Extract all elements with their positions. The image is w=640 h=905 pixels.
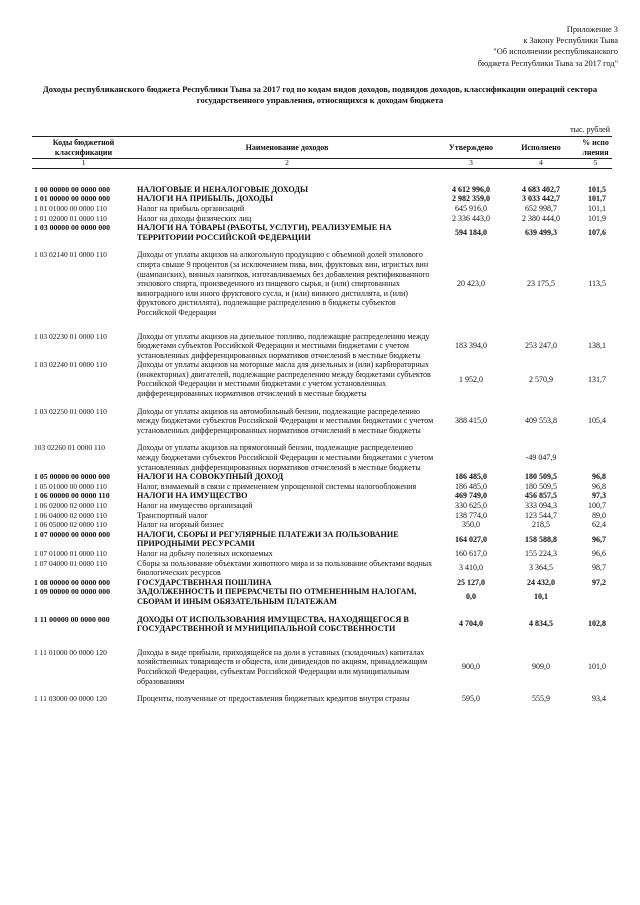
row-percent: 101,7 xyxy=(588,194,606,204)
row-name: Сборы за пользование объектами животного мира и за пользование объектами водных биологических ресурсов xyxy=(137,558,433,578)
row-name: НАЛОГОВЫЕ И НЕНАЛОГОВЫЕ ДОХОДЫ xyxy=(137,184,308,194)
row-executed: 639 499,3 xyxy=(525,227,557,237)
row-executed: 23 175,5 xyxy=(527,279,555,289)
row-executed: 158 588,8 xyxy=(525,534,557,544)
row-executed: 123 544,7 xyxy=(525,510,557,520)
row-name: Доходы от уплаты акцизов на алкогольную продукцию с объемной долей этилового спирта свыше 9 процентов (за исключением пива, вин, фруктовых вин, игристых вин (шампанских), винных напитков, изготавливаемых без добавления ректификованного этилового спирта, произведенного из пищевого сырья, и (или) спиртованных виноградного или иного фруктового сусла, и (или) винного дистиллята, и (или) фруктового дистиллята), подлежащие распределению в бюджеты субъектов Российской Федерации xyxy=(137,250,430,317)
row-executed: 4 834,5 xyxy=(529,619,553,629)
table-row xyxy=(32,559,612,578)
row-name: ЗАДОЛЖЕННОСТЬ И ПЕРЕРАСЧЕТЫ ПО ОТМЕНЕННЫМ НАЛОГАМ, СБОРАМ И ИНЫМ ОБЯЗАТЕЛЬНЫМ ПЛАТЕЖАМ xyxy=(137,587,417,606)
units-label: тыс. рублей xyxy=(570,125,610,134)
spacer-row xyxy=(32,168,612,185)
row-code: 1 11 01000 00 0000 120 xyxy=(34,647,107,657)
column-number-row xyxy=(32,159,612,169)
table-row xyxy=(32,204,612,214)
row-approved: 900,0 xyxy=(462,662,480,672)
document-title: Доходы республиканского бюджета Республики Тыва за 2017 год по кодам видов доходов, подвидов доходов, классификации операций сектора государственного управления, относящихся к доходам бюджета xyxy=(42,84,598,106)
row-executed: 2 570,9 xyxy=(529,374,553,384)
row-executed: -49 047,9 xyxy=(525,453,557,463)
table-row xyxy=(32,185,612,195)
row-code: 1 03 00000 00 0000 000 xyxy=(34,223,111,233)
table-row xyxy=(32,482,612,492)
row-approved: 595,0 xyxy=(462,694,480,704)
col-header-name: Наименование доходов xyxy=(135,137,439,159)
row-percent: 96,8 xyxy=(592,481,606,491)
row-percent: 113,5 xyxy=(588,279,606,289)
row-percent: 93,4 xyxy=(592,694,606,704)
col-number: 1 xyxy=(32,159,135,169)
row-approved: 350,0 xyxy=(462,520,480,530)
row-approved: 1 952,0 xyxy=(459,374,483,384)
row-name: НАЛОГИ НА ПРИБЫЛЬ, ДОХОДЫ xyxy=(137,194,273,204)
row-percent: 101,5 xyxy=(588,184,606,194)
table-row xyxy=(32,194,612,204)
row-executed: 155 224,3 xyxy=(525,548,557,558)
row-approved: 20 423,0 xyxy=(457,279,485,289)
row-executed: 218,5 xyxy=(532,520,550,530)
table-row xyxy=(32,686,612,704)
row-name: Доходы от уплаты акцизов на прямогонный бензин, подлежащие распределению между бюджетами субъектов Российской Федерации и местными бюджетами с учетом установленных дифференцированных нормативов отчислений в местные бюджеты xyxy=(137,443,434,472)
row-approved: 160 617,0 xyxy=(455,548,487,558)
table-row xyxy=(32,530,612,549)
row-executed: 253 247,0 xyxy=(525,341,557,351)
col-number: 3 xyxy=(439,159,503,169)
row-name: Налог на игорный бизнес xyxy=(137,520,224,530)
appendix-line: Приложение 3 xyxy=(566,25,618,34)
table-row xyxy=(32,318,612,361)
row-code: 1 06 05000 02 0000 110 xyxy=(34,520,107,530)
row-percent: 97,2 xyxy=(592,577,606,587)
col-number: 5 xyxy=(579,159,612,169)
row-executed: 456 857,5 xyxy=(525,491,557,501)
row-percent: 96,7 xyxy=(592,534,606,544)
row-executed: 180 509,5 xyxy=(525,472,557,482)
appendix-line: бюджета Республики Тыва за 2017 год" xyxy=(477,58,618,68)
row-executed: 652 998,7 xyxy=(525,203,557,213)
table-row xyxy=(32,491,612,501)
row-name: НАЛОГИ НА СОВОКУПНЫЙ ДОХОД xyxy=(137,472,284,482)
table-row xyxy=(32,607,612,634)
row-code: 1 11 03000 00 0000 120 xyxy=(34,694,107,704)
col-number: 4 xyxy=(503,159,579,169)
row-percent: 105,4 xyxy=(588,416,606,426)
table-row xyxy=(32,435,612,472)
row-code: 1 09 00000 00 0000 000 xyxy=(34,587,111,597)
row-percent: 102,8 xyxy=(588,619,606,629)
row-executed: 3 033 442,7 xyxy=(522,194,560,204)
row-executed: 555,9 xyxy=(532,694,550,704)
row-executed: 180 509,5 xyxy=(525,481,557,491)
col-header-percent: % исполнения xyxy=(579,137,612,159)
row-code: 1 07 04000 01 0000 110 xyxy=(34,558,107,568)
row-percent: 96,8 xyxy=(592,472,606,482)
appendix-line: "Об исполнении республиканского xyxy=(493,47,618,57)
row-code: 1 00 00000 00 0000 000 xyxy=(34,184,111,194)
row-name: Транспортный налог xyxy=(137,510,208,520)
row-percent xyxy=(579,435,612,472)
row-name: Налог на добычу полезных ископаемых xyxy=(137,548,273,558)
row-name: Налог на доходы физических лиц xyxy=(137,213,252,223)
row-code: 1 08 00000 00 0000 000 xyxy=(34,577,111,587)
row-percent: 97,3 xyxy=(592,491,606,501)
row-name: Доходы от уплаты акцизов на дизельное топливо, подлежащие распределению между бюджетами субъектов Российской Федерации и местными бюджетами с учетом установленных дифференцированных нормативов отчислений в местные бюджеты xyxy=(137,331,430,360)
appendix-line: к Закону Республики Тыва xyxy=(523,36,618,46)
row-percent: 101,1 xyxy=(588,203,606,213)
row-approved: 594 184,0 xyxy=(455,227,487,237)
row-name: НАЛОГИ НА ТОВАРЫ (РАБОТЫ, УСЛУГИ), РЕАЛИЗУЕМЫЕ НА ТЕРРИТОРИИ РОССИЙСКОЙ ФЕДЕРАЦИИ xyxy=(137,223,392,242)
row-executed: 4 683 402,7 xyxy=(522,184,560,194)
row-executed: 333 094,3 xyxy=(525,501,557,510)
col-header-approved: Утверждено xyxy=(439,137,503,159)
row-name: ГОСУДАРСТВЕННАЯ ПОШЛИНА xyxy=(137,577,272,587)
row-executed: 2 380 444,0 xyxy=(522,213,560,223)
row-executed: 909,0 xyxy=(532,662,550,672)
row-approved xyxy=(439,435,503,472)
row-percent: 107,6 xyxy=(588,227,606,237)
row-name: Проценты, полученные от предоставления бюджетных кредитов внутри страны xyxy=(137,694,410,704)
table-row xyxy=(32,520,612,530)
row-executed: 3 364,5 xyxy=(529,563,553,573)
row-percent: 101,0 xyxy=(588,662,606,672)
table-row xyxy=(32,214,612,224)
row-percent: 138,1 xyxy=(588,341,606,351)
table-row xyxy=(32,578,612,588)
row-approved: 186 485,0 xyxy=(455,481,487,491)
row-approved: 138 774,0 xyxy=(455,510,487,520)
table-row xyxy=(32,472,612,482)
row-code: 1 11 00000 00 0000 000 xyxy=(34,614,110,624)
table-row xyxy=(32,360,612,398)
table-row xyxy=(32,223,612,242)
row-name: НАЛОГИ НА ИМУЩЕСТВО xyxy=(137,491,248,501)
row-approved: 469 749,0 xyxy=(455,491,487,501)
table-row xyxy=(32,501,612,511)
row-code: 103 02260 01 0000 110 xyxy=(34,443,105,453)
row-code: 1 06 04000 02 0000 110 xyxy=(34,510,107,520)
row-percent: 62,4 xyxy=(592,520,606,530)
row-name: Доходы от уплаты акцизов на автомобильный бензин, подлежащие распределению между бюджетами субъектов Российской Федерации и местными бюджетами с учетом установленных дифференцированных нормативов отчислений в местные бюджеты xyxy=(137,406,434,435)
row-code: 1 05 00000 00 0000 000 xyxy=(34,472,111,482)
row-approved: 2 336 443,0 xyxy=(452,213,490,223)
table-row xyxy=(32,634,612,686)
row-percent: 96,6 xyxy=(592,548,606,558)
row-executed: 10,1 xyxy=(534,592,548,602)
row-percent: 98,7 xyxy=(592,563,606,573)
row-percent: 100,7 xyxy=(588,501,606,510)
row-percent: 131,7 xyxy=(588,374,606,384)
row-code: 1 07 01000 01 0000 110 xyxy=(34,548,107,558)
row-executed: 24 432,0 xyxy=(527,577,555,587)
appendix-note xyxy=(318,24,618,69)
table-row xyxy=(32,242,612,317)
table-row xyxy=(32,511,612,521)
row-approved: 183 394,0 xyxy=(455,341,487,351)
row-approved: 0,0 xyxy=(466,592,476,602)
row-name: Налог, взимаемый в связи с применением упрощенной системы налогообложения xyxy=(137,481,417,491)
row-code: 1 01 02000 01 0000 110 xyxy=(34,213,107,223)
row-code: 1 07 00000 00 0000 000 xyxy=(34,529,111,539)
col-header-executed: Исполнено xyxy=(503,137,579,159)
row-code: 1 03 02230 01 0000 110 xyxy=(34,331,107,341)
col-header-code: Коды бюджетной классификации xyxy=(32,137,135,159)
col-number: 2 xyxy=(135,159,439,169)
row-approved: 164 027,0 xyxy=(455,534,487,544)
row-name: Доходы в виде прибыли, приходящейся на доли в уставных (складочных) капиталах хозяйственных товариществ и обществ, или дивидендов по акциям, принадлежащим Российской Федерации, субъектам Российской Федерации или муниципальным образованиям xyxy=(137,647,428,686)
row-code: 1 03 02240 01 0000 110 xyxy=(34,360,107,370)
row-percent: 101,9 xyxy=(588,213,606,223)
row-code: 1 03 02250 01 0000 110 xyxy=(34,406,107,416)
table-row xyxy=(32,399,612,436)
table-row xyxy=(32,587,612,606)
revenue-table xyxy=(32,136,612,704)
row-name: Налог на прибыль организаций xyxy=(137,203,245,213)
row-approved: 186 485,0 xyxy=(455,472,487,482)
row-code: 1 01 01000 00 0000 110 xyxy=(34,203,107,213)
row-approved: 645 916,0 xyxy=(455,203,487,213)
row-percent: 89,0 xyxy=(592,510,606,520)
row-name: ДОХОДЫ ОТ ИСПОЛЬЗОВАНИЯ ИМУЩЕСТВА, НАХОДЯЩЕГОСЯ В ГОСУДАРСТВЕННОЙ И МУНИЦИПАЛЬНОЙ СОБСТВЕННОСТИ xyxy=(137,614,409,634)
row-executed: 409 553,8 xyxy=(525,416,557,426)
row-name: Налог на имущество организаций xyxy=(137,501,253,510)
row-approved: 2 982 359,0 xyxy=(452,194,490,204)
row-name: Доходы от уплаты акцизов на моторные масла для дизельных и (или) карбюраторных (инжекторных) двигателей, подлежащие распределению между бюджетами субъектов Российской Федерации и местными бюджетами с учетом установленных дифференцированных нормативов отчислений в местные бюджеты xyxy=(137,360,431,399)
row-code: 1 06 02000 02 0000 110 xyxy=(34,501,107,510)
row-code: 1 05 01000 00 0000 110 xyxy=(34,481,107,491)
row-approved: 4 704,0 xyxy=(459,619,483,629)
row-percent xyxy=(579,587,612,606)
row-approved: 330 625,0 xyxy=(455,501,487,510)
row-approved: 388 415,0 xyxy=(455,416,487,426)
table-row xyxy=(32,549,612,559)
row-code: 1 01 00000 00 0000 000 xyxy=(34,194,111,204)
row-name: НАЛОГИ, СБОРЫ И РЕГУЛЯРНЫЕ ПЛАТЕЖИ ЗА ПОЛЬЗОВАНИЕ ПРИРОДНЫМИ РЕСУРСАМИ xyxy=(137,529,399,549)
row-code: 1 03 02140 01 0000 110 xyxy=(34,250,107,260)
row-approved: 4 612 996,0 xyxy=(452,184,490,194)
row-approved: 3 410,0 xyxy=(459,563,483,573)
row-approved: 25 127,0 xyxy=(457,577,485,587)
header-row xyxy=(32,137,612,159)
row-code: 1 06 00000 00 0000 110 xyxy=(34,491,110,501)
